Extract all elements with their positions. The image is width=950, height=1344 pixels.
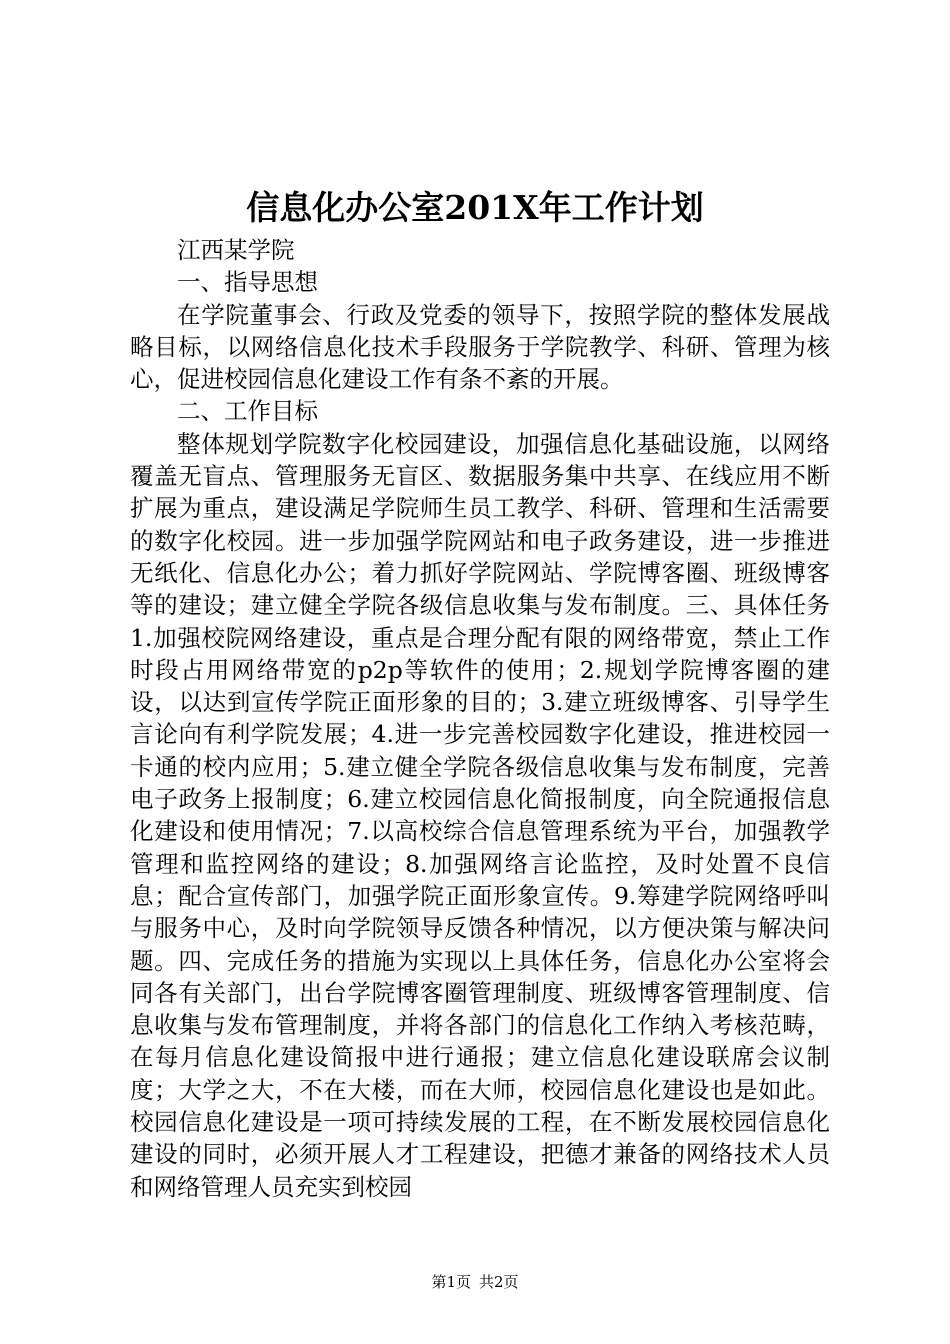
section-paragraph-guiding-ideology: 在学院董事会、行政及党委的领导下，按照学院的整体发展战略目标，以网络信息化技术手段服务于学院教学、科研、管理为核心，促进校园信息化建设工作有条不紊的开展。 [130,300,830,394]
page-footer [0,1272,950,1292]
document-body [130,234,830,1203]
author-line: 江西某学院 [177,236,295,264]
page-number-total: 共2页 [479,1273,519,1291]
section-heading-work-goals: 二、工作目标 [177,397,318,426]
page-number-current: 第1页 [431,1273,471,1291]
section-heading-guiding-ideology: 一、指导思想 [177,268,318,297]
document-title: 信息化办公室201X年工作计划 [246,188,704,227]
section-paragraph-work-goals: 整体规划学院数字化校园建设，加强信息化基础设施，以网络覆盖无盲点、管理服务无盲区、数据服务集中共享、在线应用不断扩展为重点，建设满足学院师生员工教学、科研、管理和生活需要的数字化校园。进一步加强学院网站和电子政务建设，进一步推进无纸化、信息化办公；着力抓好学院网站、学院博客圈、班级博客等的建设；建立健全学院各级信息收集与发布制度。三、具体任务1.加强校院网络建设，重点是合理分配有限的网络带宽，禁止工作时段占用网络带宽的p2p等软件的使用；2.规划学院博客圈的建设，以达到宣传学院正面形象的目的；3.建立班级博客、引导学生言论向有利学院发展；4.进一步完善校园数字化建设，推进校园一卡通的校内应用；5.建立健全学院各级信息收集与发布制度，完善电子政务上报制度；6.建立校园信息化简报制度，向全院通报信息化建设和使用情况；7.以高校综合信息管理系统为平台，加强教学管理和监控网络的建设；8.加强网络言论监控，及时处置不良信息；配合宣传部门，加强学院正面形象宣传。9.筹建学院网络呼叫与服务中心，及时向学院领导反馈各种情况，以方便决策与解决问题。四、完成任务的措施为实现以上具体任务，信息化办公室将会同各有关部门，出台学院博客圈管理制度、班级博客管理制度、信息收集与发布管理制度，并将各部门的信息化工作纳入考核范畴，在每月信息化建设简报中进行通报；建立信息化建设联席会议制度；大学之大，不在大楼，而在大师，校园信息化建设也是如此。校园信息化建设是一项可持续发展的工程，在不断发展校园信息化建设的同时，必须开展人才工程建设，把德才兼备的网络技术人员和网络管理人员充实到校园 [130,429,830,1201]
